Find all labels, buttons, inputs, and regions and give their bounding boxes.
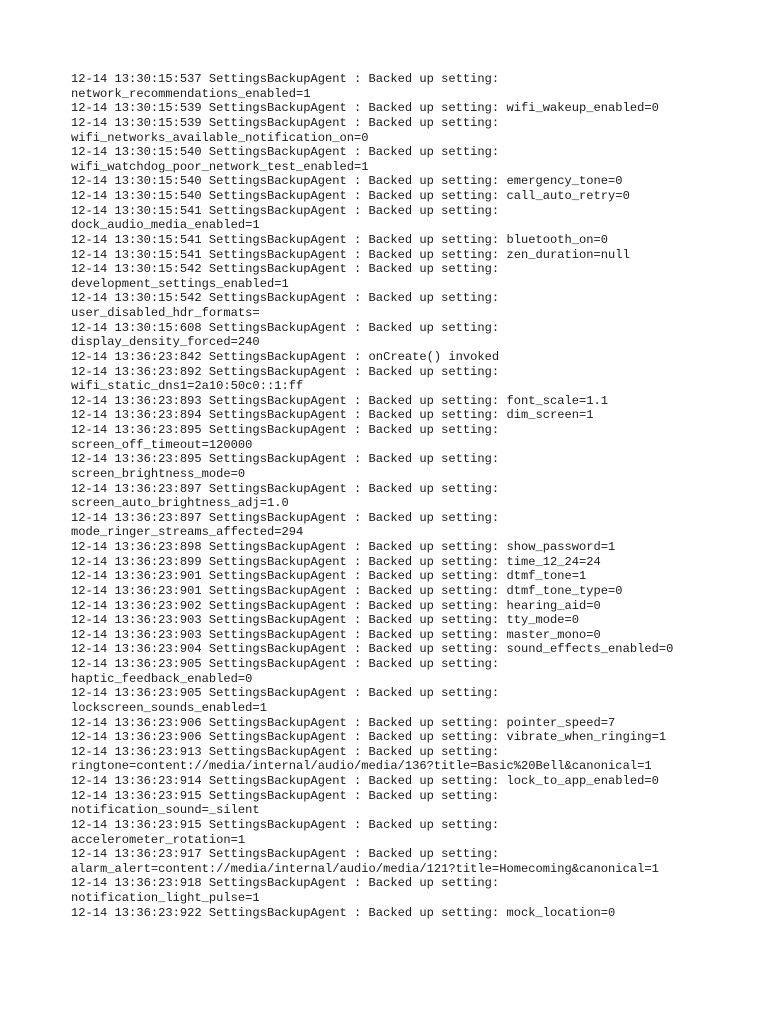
log-line: 12-14 13:36:23:894 SettingsBackupAgent : Backed up setting: dim_screen=1 [71, 408, 594, 423]
log-line: 12-14 13:30:15:541 SettingsBackupAgent : Backed up setting: bluetooth_on=0 [71, 232, 609, 247]
log-line: 12-14 13:36:23:905 SettingsBackupAgent : Backed up setting: [71, 686, 500, 701]
log-line: accelerometer_rotation=1 [71, 832, 246, 847]
log-line: network_recommendations_enabled=1 [71, 86, 311, 101]
log-line: 12-14 13:36:23:906 SettingsBackupAgent : Backed up setting: pointer_speed=7 [71, 715, 616, 730]
log-line: 12-14 13:36:23:915 SettingsBackupAgent : Backed up setting: [71, 788, 500, 803]
log-line: screen_auto_brightness_adj=1.0 [71, 496, 289, 511]
log-line: 12-14 13:36:23:897 SettingsBackupAgent : Backed up setting: [71, 510, 500, 525]
log-line: alarm_alert=content://media/internal/audio/media/121?title=Homecoming&canonical=1 [71, 861, 659, 876]
log-line: 12-14 13:30:15:608 SettingsBackupAgent : Backed up setting: [71, 320, 500, 335]
log-line: 12-14 13:36:23:918 SettingsBackupAgent : Backed up setting: [71, 876, 500, 891]
log-line: lockscreen_sounds_enabled=1 [71, 700, 267, 715]
log-line: 12-14 13:30:15:539 SettingsBackupAgent : Backed up setting: wifi_wakeup_enabled=0 [71, 101, 659, 116]
log-line: 12-14 13:36:23:893 SettingsBackupAgent : Backed up setting: font_scale=1.1 [71, 393, 609, 408]
log-line: 12-14 13:36:23:842 SettingsBackupAgent : onCreate() invoked [71, 349, 500, 364]
log-line: 12-14 13:36:23:897 SettingsBackupAgent : Backed up setting: [71, 481, 500, 496]
log-line: 12-14 13:30:15:539 SettingsBackupAgent : Backed up setting: [71, 115, 500, 130]
log-line: wifi_networks_available_notification_on=0 [71, 130, 369, 145]
log-line: 12-14 13:30:15:540 SettingsBackupAgent : Backed up setting: [71, 145, 500, 160]
log-line: 12-14 13:36:23:901 SettingsBackupAgent : Backed up setting: dtmf_tone_type=0 [71, 583, 623, 598]
log-line: 12-14 13:30:15:541 SettingsBackupAgent : Backed up setting: zen_duration=null [71, 247, 630, 262]
log-line: 12-14 13:30:15:541 SettingsBackupAgent : Backed up setting: [71, 203, 500, 218]
log-line: 12-14 13:36:23:905 SettingsBackupAgent : Backed up setting: [71, 657, 500, 671]
log-line: 12-14 13:36:23:901 SettingsBackupAgent : Backed up setting: dtmf_tone=1 [71, 569, 587, 584]
log-line: 12-14 13:36:23:902 SettingsBackupAgent : Backed up setting: hearing_aid=0 [71, 598, 601, 613]
log-line: 12-14 13:36:23:899 SettingsBackupAgent : Backed up setting: time_12_24=24 [71, 554, 601, 569]
log-line: display_density_forced=240 [71, 335, 260, 350]
log-line: 12-14 13:36:23:895 SettingsBackupAgent : Backed up setting: [71, 452, 500, 467]
log-line: notification_sound=_silent [71, 803, 260, 818]
log-line: notification_light_pulse=1 [71, 891, 260, 905]
log-line: screen_brightness_mode=0 [71, 466, 246, 481]
log-line: 12-14 13:36:23:903 SettingsBackupAgent : Backed up setting: master_mono=0 [71, 627, 601, 642]
log-line: 12-14 13:30:15:542 SettingsBackupAgent : Backed up setting: [71, 291, 500, 306]
log-line: 12-14 13:36:23:914 SettingsBackupAgent : Backed up setting: lock_to_app_enabled=0 [71, 774, 659, 788]
log-line: 12-14 13:36:23:895 SettingsBackupAgent : Backed up setting: [71, 423, 500, 437]
log-line: dock_audio_media_enabled=1 [71, 218, 260, 233]
log-line: 12-14 13:36:23:892 SettingsBackupAgent : Backed up setting: [71, 364, 500, 379]
log-line: 12-14 13:36:23:913 SettingsBackupAgent : Backed up setting: [71, 744, 500, 759]
log-line: ringtone=content://media/internal/audio/media/136?title=Basic%20Bell&canonical=1 [71, 759, 652, 774]
log-line: wifi_watchdog_poor_network_test_enabled=1 [71, 159, 369, 174]
log-line: 12-14 13:30:15:537 SettingsBackupAgent : Backed up setting: [71, 72, 500, 86]
log-line: 12-14 13:36:23:906 SettingsBackupAgent : Backed up setting: vibrate_when_ringing=1 [71, 730, 667, 745]
log-line: haptic_feedback_enabled=0 [71, 671, 253, 686]
log-line: 12-14 13:30:15:540 SettingsBackupAgent : Backed up setting: call_auto_retry=0 [71, 189, 630, 203]
log-line: 12-14 13:36:23:922 SettingsBackupAgent : Backed up setting: mock_location=0 [71, 905, 616, 920]
log-line: 12-14 13:36:23:903 SettingsBackupAgent : Backed up setting: tty_mode=0 [71, 613, 580, 628]
log-line: mode_ringer_streams_affected=294 [71, 525, 304, 540]
log-line: user_disabled_hdr_formats= [71, 306, 260, 320]
log-line: 12-14 13:36:23:917 SettingsBackupAgent : Backed up setting: [71, 847, 500, 862]
log-line: 12-14 13:30:15:540 SettingsBackupAgent : Backed up setting: emergency_tone=0 [71, 174, 623, 189]
log-line: development_settings_enabled=1 [71, 276, 289, 291]
log-line: 12-14 13:36:23:904 SettingsBackupAgent : Backed up setting: sound_effects_enabled=0 [71, 642, 674, 657]
log-text [71, 72, 761, 920]
log-line: wifi_static_dns1=2a10:50c0::1:ff [71, 379, 304, 394]
log-line: 12-14 13:30:15:542 SettingsBackupAgent : Backed up setting: [71, 262, 500, 277]
log-line: 12-14 13:36:23:898 SettingsBackupAgent : Backed up setting: show_password=1 [71, 540, 616, 554]
log-line: 12-14 13:36:23:915 SettingsBackupAgent : Backed up setting: [71, 817, 500, 832]
log-line: screen_off_timeout=120000 [71, 437, 253, 452]
